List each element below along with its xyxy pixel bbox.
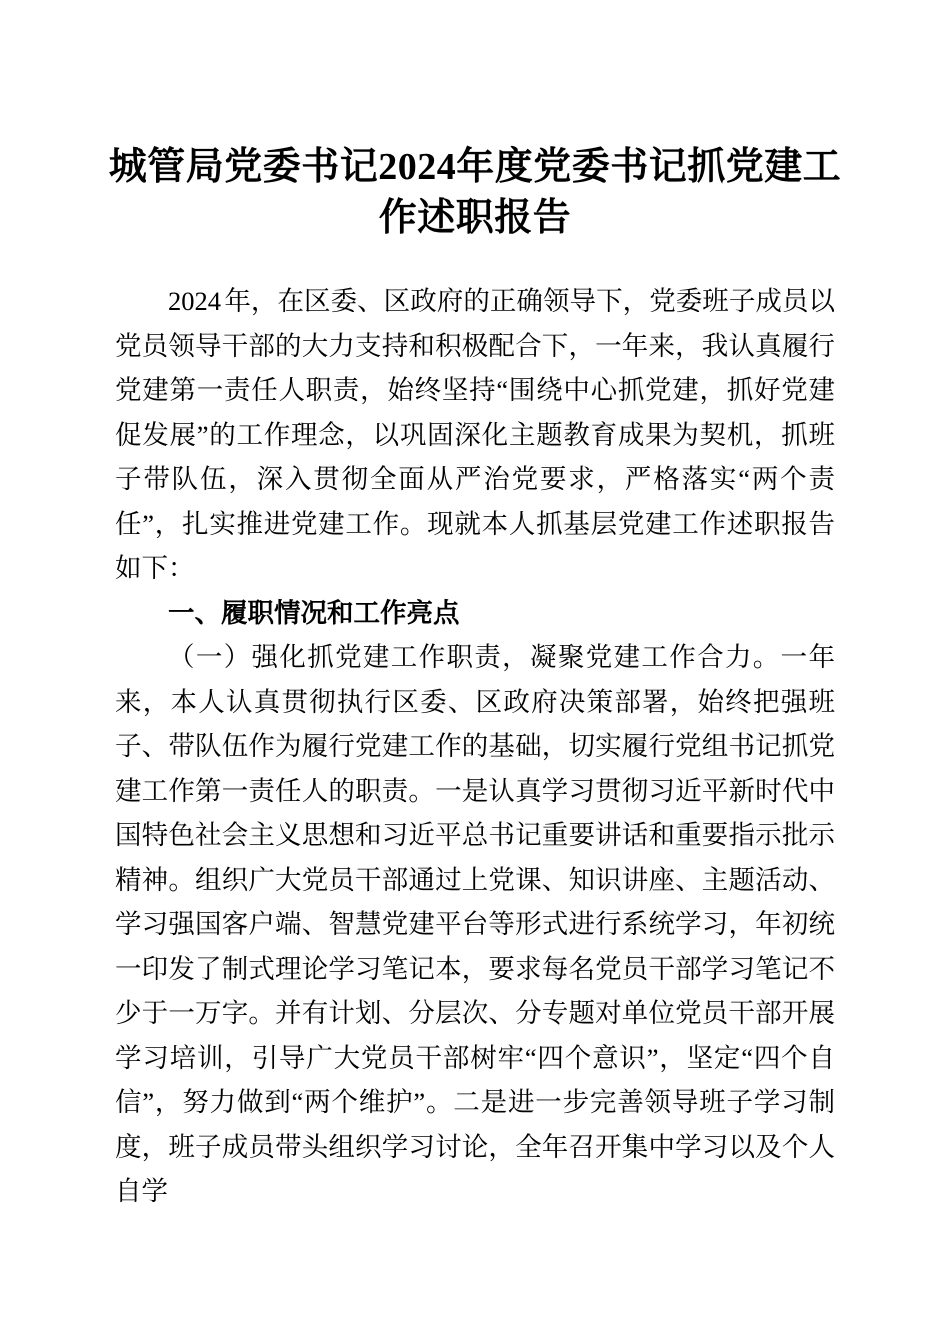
section-heading-1: 一、履职情况和工作亮点 [168, 597, 460, 628]
document-title: 城管局党委书记2024年度党委书记抓党建工作述职报告 [108, 146, 842, 239]
document-body [115, 279, 835, 1214]
paragraph-intro: 2024年，在区委、区政府的正确领导下，党委班子成员以党员领导干部的大力支持和积极配合下，一年来，我认真履行党建第一责任人职责，始终坚持“围绕中心抓党建，抓好党建促发展”的工作理念，以巩固深化主题教育成果为契机，抓班子带队伍，深入贯彻全面从严治党要求，严格落实“两个责任”，扎实推进党建工作。现就本人抓基层党建工作述职报告如下： [115, 286, 835, 583]
paragraph-section-1: （一）强化抓党建工作职责，凝聚党建工作合力。一年来，本人认真贯彻执行区委、区政府决策部署，始终把强班子、带队伍作为履行党建工作的基础，切实履行党组书记抓党建工作第一责任人的职责。一是认真学习贯彻习近平新时代中国特色社会主义思想和习近平总书记重要讲话和重要指示批示精神。组织广大党员干部通过上党课、知识讲座、主题活动、学习强国客户端、智慧党建平台等形式进行系统学习，年初统一印发了制式理论学习笔记本，要求每名党员干部学习笔记不少于一万字。并有计划、分层次、分专题对单位党员干部开展学习培训，引导广大党员干部树牢“四个意识”，坚定“四个自信”，努力做到“两个维护”。二是进一步完善领导班子学习制度，班子成员带头组织学习讨论，全年召开集中学习以及个人自学 [115, 642, 835, 1206]
